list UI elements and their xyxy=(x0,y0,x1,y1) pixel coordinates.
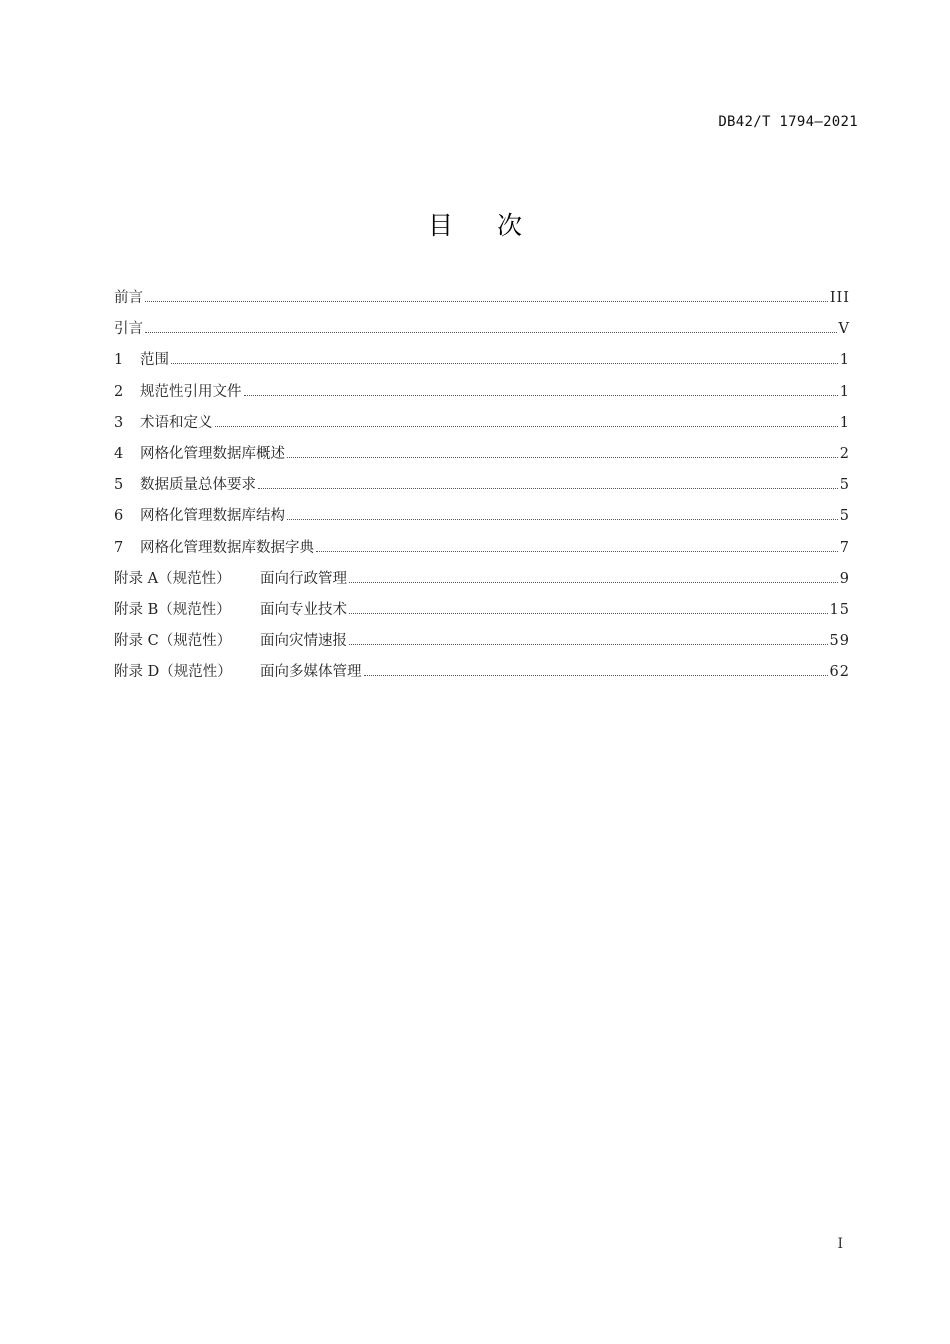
toc-entry-6[interactable] xyxy=(114,502,850,533)
toc-page: 2 xyxy=(839,445,850,462)
table-of-contents xyxy=(114,284,850,689)
toc-number: 1 xyxy=(114,352,124,369)
toc-label: 面向专业技术 xyxy=(260,601,347,618)
toc-leader xyxy=(287,457,838,458)
toc-title-char-1: 目 xyxy=(427,211,453,240)
toc-entry-appendix-d[interactable] xyxy=(114,658,850,689)
toc-page: 1 xyxy=(839,414,850,431)
toc-number: 附录 C（规范性） xyxy=(114,633,232,650)
toc-label: 面向行政管理 xyxy=(260,570,347,587)
toc-leader xyxy=(171,363,838,364)
toc-page: 5 xyxy=(839,508,850,525)
toc-entry-appendix-b[interactable] xyxy=(114,596,850,627)
toc-page: V xyxy=(838,321,850,338)
toc-leader xyxy=(244,395,838,396)
toc-label: 数据质量总体要求 xyxy=(140,477,256,494)
toc-label: 面向多媒体管理 xyxy=(260,664,362,681)
toc-leader xyxy=(215,426,838,427)
toc-label: 范围 xyxy=(140,352,169,369)
toc-entry-appendix-c[interactable] xyxy=(114,627,850,658)
toc-label: 网格化管理数据库数据字典 xyxy=(140,539,314,556)
toc-number: 附录 A（规范性） xyxy=(114,570,231,587)
toc-page: 9 xyxy=(839,570,850,587)
toc-label: 网格化管理数据库概述 xyxy=(140,445,285,462)
toc-number: 7 xyxy=(114,539,124,556)
toc-leader xyxy=(364,675,828,676)
toc-number: 2 xyxy=(114,383,124,400)
toc-entry-3[interactable] xyxy=(114,409,850,440)
toc-entry-introduction[interactable] xyxy=(114,315,850,346)
toc-entry-1[interactable] xyxy=(114,346,850,377)
toc-label: 前言 xyxy=(114,290,143,306)
toc-number: 附录 D（规范性） xyxy=(114,664,232,681)
toc-title xyxy=(0,206,950,242)
toc-page: 1 xyxy=(839,352,850,369)
toc-number: 6 xyxy=(114,508,124,525)
toc-label: 网格化管理数据库结构 xyxy=(140,508,285,525)
toc-number: 3 xyxy=(114,414,124,431)
toc-leader xyxy=(145,332,837,333)
page-number: I xyxy=(837,1236,843,1252)
toc-entry-foreword[interactable] xyxy=(114,284,850,315)
toc-leader xyxy=(145,301,828,302)
toc-entry-appendix-a[interactable] xyxy=(114,565,850,596)
toc-entry-5[interactable] xyxy=(114,471,850,502)
toc-page: 59 xyxy=(829,633,850,650)
toc-entry-2[interactable] xyxy=(114,378,850,409)
toc-entry-7[interactable] xyxy=(114,534,850,565)
toc-label: 规范性引用文件 xyxy=(140,383,242,400)
toc-number: 4 xyxy=(114,445,124,462)
toc-page: 15 xyxy=(829,601,850,618)
toc-leader xyxy=(287,519,838,520)
toc-number: 5 xyxy=(114,477,124,494)
toc-page: III xyxy=(829,290,850,306)
toc-leader xyxy=(349,613,828,614)
toc-leader xyxy=(316,551,838,552)
toc-label: 面向灾情速报 xyxy=(260,633,347,650)
toc-label: 引言 xyxy=(114,321,143,338)
toc-number: 附录 B（规范性） xyxy=(114,601,231,618)
toc-page: 1 xyxy=(839,383,850,400)
toc-page: 5 xyxy=(839,477,850,494)
toc-label: 术语和定义 xyxy=(140,414,213,431)
toc-leader xyxy=(349,644,828,645)
toc-page: 7 xyxy=(839,539,850,556)
toc-leader xyxy=(258,488,838,489)
toc-leader xyxy=(349,582,838,583)
document-id: DB42/T 1794—2021 xyxy=(718,114,858,130)
toc-entry-4[interactable] xyxy=(114,440,850,471)
toc-page: 62 xyxy=(829,664,850,681)
toc-title-char-2: 次 xyxy=(497,211,523,240)
